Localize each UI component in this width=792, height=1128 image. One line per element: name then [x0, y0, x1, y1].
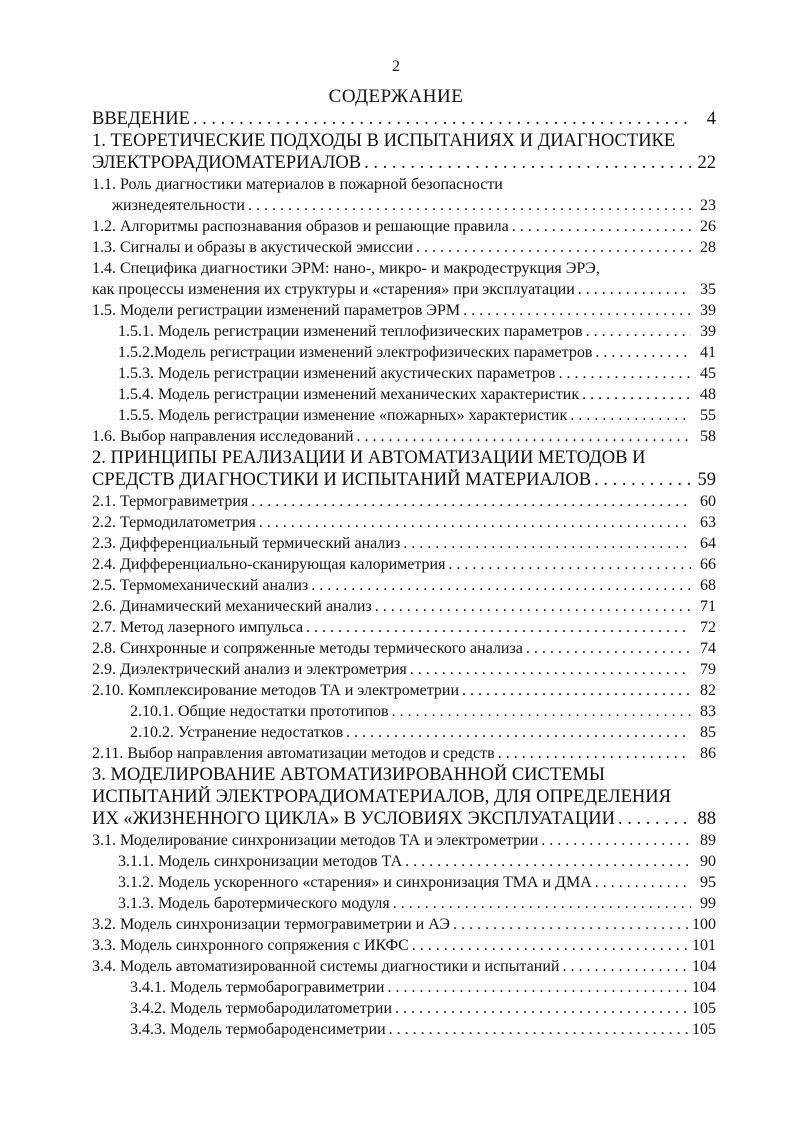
- toc-entry-text: 3.4.1. Модель термобарогравиметрии: [130, 979, 385, 996]
- toc-page-number: 4: [706, 109, 716, 129]
- toc-page-number: 104: [692, 979, 716, 996]
- toc-entry: [92, 216, 716, 237]
- toc-entry: [92, 764, 716, 786]
- toc-entry: [92, 174, 716, 195]
- toc-entry: [92, 130, 716, 152]
- toc-entry: [92, 977, 716, 998]
- toc-entry-text: 1.5.2.Модель регистрации изменений электрофизических параметров: [118, 344, 593, 361]
- toc-leader-dots: [618, 808, 691, 830]
- toc-entry: [92, 617, 716, 638]
- toc-page-number: 79: [700, 661, 716, 678]
- toc-page-number: 39: [700, 302, 716, 319]
- toc-entry: [92, 659, 716, 680]
- toc-leader-dots: [393, 893, 691, 914]
- toc-page-number: 55: [700, 407, 716, 424]
- toc-entry: [92, 279, 716, 300]
- toc-entry-text: 3.1.2. Модель ускоренного «старения» и синхронизация ТМА и ДМА: [118, 874, 592, 891]
- toc-leader-dots: [416, 237, 691, 258]
- toc-page-number: 39: [700, 323, 716, 340]
- toc-entry: [92, 258, 716, 279]
- toc-page-number: 90: [700, 853, 716, 870]
- toc-entry: [92, 830, 716, 851]
- page-number: 2: [392, 58, 400, 75]
- toc-leader-dots: [387, 977, 689, 998]
- toc-leader-dots: [346, 722, 691, 743]
- toc-entry: [92, 426, 716, 447]
- toc-leader-dots: [562, 956, 689, 977]
- toc-entry: [92, 321, 716, 342]
- toc-leader-dots: [251, 491, 691, 512]
- toc-entry-text: ЭЛЕКТРОРАДИОМАТЕРИАЛОВ: [92, 153, 362, 173]
- toc-leader-dots: [462, 680, 691, 701]
- toc-page-number: 89: [700, 832, 716, 849]
- toc-entry: [92, 405, 716, 426]
- toc-entry: [92, 384, 716, 405]
- toc-entry-text: 1. ТЕОРЕТИЧЕСКИЕ ПОДХОДЫ В ИСПЫТАНИЯХ И ДИАГНОСТИКЕ: [92, 131, 676, 151]
- toc-entry-text: 2.9. Диэлектрический анализ и электрометрия: [92, 661, 407, 678]
- toc-entry: [92, 722, 716, 743]
- toc-leader-dots: [405, 851, 691, 872]
- toc-title: СОДЕРЖАНИЕ: [328, 86, 464, 107]
- toc-entry-text: 1.2. Алгоритмы распознавания образов и решающие правила: [92, 218, 509, 235]
- toc-page-number: 86: [700, 745, 716, 762]
- toc-entry: [92, 152, 716, 174]
- toc-entry-text: 1.1. Роль диагностики материалов в пожарной безопасности: [92, 176, 503, 193]
- toc-entry-text: 2.7. Метод лазерного импульса: [92, 619, 304, 636]
- toc-leader-dots: [463, 300, 691, 321]
- toc-leader-dots: [306, 617, 691, 638]
- toc-entry: [92, 956, 716, 977]
- toc-entry: [92, 447, 716, 469]
- toc-leader-dots: [453, 914, 689, 935]
- toc-entry-text: 3.1.1. Модель синхронизации методов ТА: [118, 853, 403, 870]
- toc-entry: [92, 237, 716, 258]
- toc-leader-dots: [311, 575, 691, 596]
- toc-page-number: 22: [697, 153, 716, 173]
- toc-leader-dots: [586, 321, 691, 342]
- toc-leader-dots: [595, 872, 691, 893]
- toc-leader-dots: [570, 405, 691, 426]
- toc-entry-text: 1.5.4. Модель регистрации изменений механических характеристик: [118, 386, 580, 403]
- toc-leader-dots: [259, 512, 691, 533]
- toc-page-number: 105: [692, 1000, 716, 1017]
- toc-entry-text: 2. ПРИНЦИПЫ РЕАЛИЗАЦИИ И АВТОМАТИЗАЦИИ МЕТОДОВ И: [92, 448, 646, 468]
- toc-leader-dots: [392, 701, 691, 722]
- toc-page-number: 41: [700, 344, 716, 361]
- toc-page-number: 58: [700, 428, 716, 445]
- toc-entry: [92, 469, 716, 491]
- toc-entry-text: 1.6. Выбор направления исследований: [92, 428, 354, 445]
- toc-leader-dots: [403, 533, 691, 554]
- toc-entry: [92, 195, 716, 216]
- toc-entry-text: 2.1. Термогравиметрия: [92, 493, 249, 510]
- toc-page-number: 66: [700, 556, 716, 573]
- toc-page-number: 105: [692, 1021, 716, 1038]
- toc-page-number: 104: [692, 958, 716, 975]
- toc-entry-text: 2.5. Термомеханический анализ: [92, 577, 309, 594]
- toc-entry-text: 3. МОДЕЛИРОВАНИЕ АВТОМАТИЗИРОВАННОЙ СИСТЕМЫ: [92, 765, 606, 785]
- toc-entry: [92, 914, 716, 935]
- toc-entry-text: ВВЕДЕНИЕ: [92, 109, 190, 129]
- toc-page-number: 101: [692, 937, 716, 954]
- toc-entry: [92, 851, 716, 872]
- toc-entry-text: 3.4.3. Модель термобароденсиметрии: [130, 1021, 386, 1038]
- toc-leader-dots: [512, 216, 691, 237]
- toc-leader-dots: [578, 279, 691, 300]
- table-of-contents: [92, 108, 716, 1040]
- toc-entry-text: 2.4. Дифференциально-сканирующая калориметрия: [92, 556, 446, 573]
- toc-page-number: 99: [700, 895, 716, 912]
- toc-entry: [92, 808, 716, 830]
- toc-leader-dots: [498, 743, 691, 764]
- toc-leader-dots: [410, 659, 691, 680]
- toc-page-number: 83: [700, 703, 716, 720]
- toc-entry: [92, 300, 716, 321]
- toc-entry-text: ИСПЫТАНИЙ ЭЛЕКТРОРАДИОМАТЕРИАЛОВ, ДЛЯ ОПРЕДЕЛЕНИЯ: [92, 787, 671, 807]
- toc-page-number: 88: [697, 809, 716, 829]
- toc-leader-dots: [412, 935, 689, 956]
- toc-page-number: 60: [700, 493, 716, 510]
- toc-entry: [92, 935, 716, 956]
- toc-entry-text: 3.3. Модель синхронного сопряжения с ИКФС: [92, 937, 409, 954]
- toc-entry: [92, 491, 716, 512]
- toc-leader-dots: [595, 342, 691, 363]
- toc-page-number: 48: [700, 386, 716, 403]
- toc-page-number: 26: [700, 218, 716, 235]
- toc-page-number: 35: [700, 281, 716, 298]
- toc-leader-dots: [594, 469, 691, 491]
- toc-entry: [92, 638, 716, 659]
- toc-entry-text: 2.8. Синхронные и сопряженные методы термического анализа: [92, 640, 523, 657]
- toc-entry: [92, 998, 716, 1019]
- toc-page-number: 45: [700, 365, 716, 382]
- toc-page-number: 64: [700, 535, 716, 552]
- toc-entry-text: 2.3. Дифференциальный термический анализ: [92, 535, 401, 552]
- toc-page-number: 63: [700, 514, 716, 531]
- toc-entry-text: 3.1.3. Модель баротермического модуля: [118, 895, 390, 912]
- toc-entry-text: 3.4. Модель автоматизированной системы диагностики и испытаний: [92, 958, 560, 975]
- toc-entry-text: 2.6. Динамический механический анализ: [92, 598, 372, 615]
- toc-entry-text: 2.2. Термодилатометрия: [92, 514, 256, 531]
- toc-page-number: 85: [700, 724, 716, 741]
- toc-entry: [92, 1019, 716, 1040]
- toc-entry-text: 1.4. Специфика диагностики ЭРМ: нано-, микро- и макродеструкция ЭРЭ,: [92, 260, 600, 277]
- toc-page-number: 68: [700, 577, 716, 594]
- toc-entry: [92, 533, 716, 554]
- toc-entry: [92, 743, 716, 764]
- toc-entry: [92, 786, 716, 808]
- toc-entry-text: 2.10. Комплексирование методов ТА и электрометрии: [92, 682, 460, 699]
- toc-entry: [92, 596, 716, 617]
- toc-entry: [92, 680, 716, 701]
- toc-entry-text: жизнедеятельности: [112, 197, 245, 214]
- toc-entry-text: 2.10.2. Устранение недостатков: [130, 724, 344, 741]
- toc-entry: [92, 512, 716, 533]
- toc-entry-text: 1.5. Модели регистрации изменений параметров ЭРМ: [92, 302, 461, 319]
- toc-leader-dots: [357, 426, 691, 447]
- toc-entry-text: 3.1. Моделирование синхронизации методов ТА и электрометрии: [92, 832, 539, 849]
- toc-entry: [92, 575, 716, 596]
- toc-page-number: 59: [697, 470, 716, 490]
- toc-leader-dots: [389, 1019, 689, 1040]
- toc-entry: [92, 342, 716, 363]
- toc-entry-text: 1.5.1. Модель регистрации изменений теплофизических параметров: [118, 323, 583, 340]
- toc-leader-dots: [526, 638, 691, 659]
- toc-entry: [92, 363, 716, 384]
- toc-leader-dots: [448, 554, 691, 575]
- toc-leader-dots: [193, 108, 691, 130]
- toc-page-number: 71: [700, 598, 716, 615]
- toc-entry-text: 1.3. Сигналы и образы в акустической эмиссии: [92, 239, 413, 256]
- toc-entry-text: 3.2. Модель синхронизации термогравиметрии и АЭ: [92, 916, 450, 933]
- toc-page-number: 95: [700, 874, 716, 891]
- toc-entry-text: 1.5.3. Модель регистрации изменений акустических параметров: [118, 365, 556, 382]
- toc-entry-text: 2.10.1. Общие недостатки прототипов: [130, 703, 389, 720]
- toc-entry-text: ИХ «ЖИЗНЕННОГО ЦИКЛА» В УСЛОВИЯХ ЭКСПЛУАТАЦИИ: [92, 809, 615, 829]
- toc-leader-dots: [248, 195, 691, 216]
- toc-leader-dots: [582, 384, 691, 405]
- toc-page-number: 23: [700, 197, 716, 214]
- toc-page-number: 72: [700, 619, 716, 636]
- toc-entry-text: 2.11. Выбор направления автоматизации методов и средств: [92, 745, 495, 762]
- toc-leader-dots: [375, 596, 691, 617]
- toc-entry: [92, 554, 716, 575]
- toc-entry: [92, 872, 716, 893]
- toc-entry-text: 1.5.5. Модель регистрации изменение «пожарных» характеристик: [118, 407, 568, 424]
- toc-page-number: 100: [692, 916, 716, 933]
- toc-entry: [92, 108, 716, 130]
- toc-entry-text: СРЕДСТВ ДИАГНОСТИКИ И ИСПЫТАНИЙ МАТЕРИАЛОВ: [92, 470, 592, 490]
- toc-entry: [92, 893, 716, 914]
- toc-page-number: 74: [700, 640, 716, 657]
- toc-leader-dots: [395, 998, 689, 1019]
- toc-page-number: 28: [700, 239, 716, 256]
- toc-page-number: 82: [700, 682, 716, 699]
- toc-leader-dots: [364, 152, 691, 174]
- toc-entry-text: как процессы изменения их структуры и «старения» при эксплуатации: [92, 281, 575, 298]
- toc-entry: [92, 701, 716, 722]
- toc-entry-text: 3.4.2. Модель термобародилатометрии: [130, 1000, 393, 1017]
- toc-leader-dots: [558, 363, 691, 384]
- toc-leader-dots: [541, 830, 691, 851]
